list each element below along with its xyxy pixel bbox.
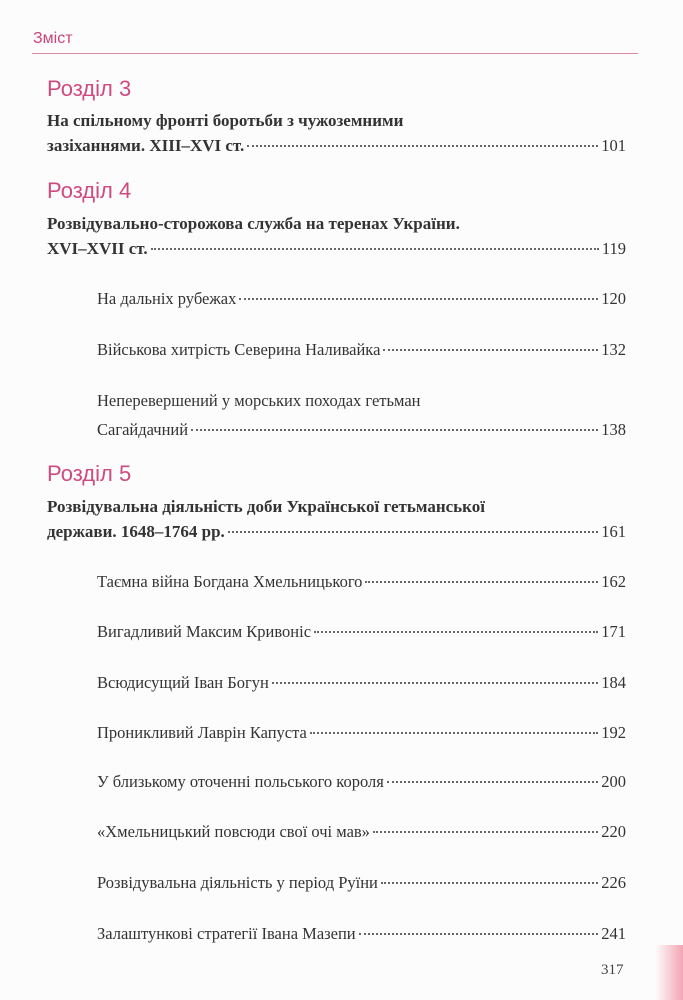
page-number: 192 (601, 723, 626, 742)
entry-title: Всюдисущий Іван Богун (97, 673, 269, 692)
section-title: Розвідувальна діяльність доби Української гетьманської (47, 497, 485, 516)
entry-title: Військова хитрість Северина Наливайка (97, 340, 381, 359)
dot-leader (314, 631, 598, 633)
toc-entry[interactable] (97, 873, 626, 893)
page-number: 162 (601, 572, 626, 591)
dot-leader (151, 248, 599, 250)
page-number: 120 (601, 289, 626, 308)
dot-leader (383, 349, 598, 351)
header-rule (32, 53, 638, 54)
entry-title: Сагайдачний (97, 420, 189, 439)
dot-leader (359, 933, 599, 935)
entry-title: держави. 1648–1764 рр. (47, 522, 225, 541)
entry-title: Вигадливий Максим Кривоніс (97, 622, 312, 641)
entry-title: «Хмельницький повсюди свої очі мав» (97, 822, 370, 841)
dot-leader (365, 581, 598, 583)
dot-leader (228, 531, 598, 533)
toc-entry[interactable] (97, 622, 626, 642)
entry-title: Проникливий Лаврін Капуста (97, 723, 307, 742)
section-title: На спільному фронті боротьби з чужоземними (47, 111, 404, 130)
toc-entry[interactable] (97, 822, 626, 842)
page-number: 138 (601, 420, 626, 439)
dot-leader (310, 732, 598, 734)
page-number: 161 (601, 522, 626, 541)
toc-entry[interactable] (97, 572, 626, 592)
page-number: 119 (601, 239, 626, 258)
entry-title: На дальніх рубежах (97, 289, 237, 308)
toc-entry[interactable] (97, 673, 626, 693)
toc-entry[interactable] (97, 723, 626, 743)
entry-title: зазіханнями. XIII–XVI ст. (47, 136, 245, 155)
page-number: 171 (601, 622, 626, 641)
entry-title: Розвідувальна діяльність у період Руїни (97, 873, 378, 892)
folio-page-number: 317 (601, 962, 624, 978)
dot-leader (191, 429, 598, 431)
page-number: 200 (601, 772, 626, 791)
toc-entry[interactable] (97, 340, 626, 360)
toc-entry[interactable] (47, 239, 626, 259)
page-number: 226 (601, 873, 626, 892)
dot-leader (387, 781, 598, 783)
page-number: 101 (601, 136, 626, 155)
dot-leader (373, 831, 598, 833)
section-heading: Розділ 5 (47, 461, 132, 486)
section-heading: Розділ 4 (47, 178, 132, 203)
page-number: 241 (601, 924, 626, 943)
page-number: 220 (601, 822, 626, 841)
dot-leader (272, 682, 598, 684)
page-number: 132 (601, 340, 626, 359)
page-number: 184 (601, 673, 626, 692)
section-heading: Розділ 3 (47, 76, 132, 101)
dot-leader (239, 298, 598, 300)
section-title: Розвідувально-сторожова служба на теренах України. (47, 214, 460, 233)
entry-title: Залаштункові стратегії Івана Мазепи (97, 924, 356, 943)
toc-entry[interactable] (47, 522, 626, 542)
running-header: Зміст (33, 30, 73, 47)
toc-entry[interactable] (97, 420, 626, 440)
toc-entry[interactable] (97, 289, 626, 309)
entry-title: Таємна війна Богдана Хмельницького (97, 572, 363, 591)
entry-title-line: Неперевершений у морських походах гетьман (97, 391, 421, 410)
toc-entry[interactable] (47, 136, 626, 156)
page-edge-tab (655, 945, 683, 1000)
toc-entry[interactable] (97, 772, 626, 792)
entry-title: XVI–XVII ст. (47, 239, 148, 258)
dot-leader (381, 882, 598, 884)
toc-entry[interactable] (97, 924, 626, 944)
entry-title: У близькому оточенні польського короля (97, 772, 384, 791)
dot-leader (247, 145, 598, 147)
